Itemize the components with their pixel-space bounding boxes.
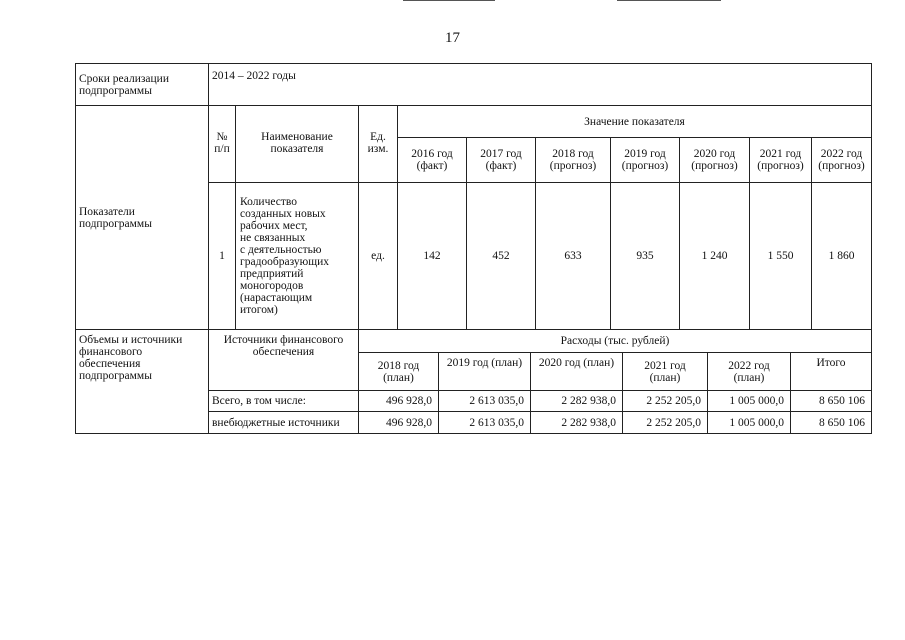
terms-label: Сроки реализации подпрограммы	[79, 72, 169, 97]
finance-year-header: 2020 год (план)	[538, 357, 615, 369]
page-number: 17	[445, 30, 460, 46]
indicators-label: Показатели подпрограммы	[79, 206, 152, 230]
indicator-year-header: 2016 год (факт)	[411, 148, 453, 172]
table-border	[871, 63, 872, 433]
finance-row-total-label: Всего, в том числе:	[212, 395, 306, 407]
indicator-value-header: Значение показателя	[584, 115, 685, 128]
indicator-value: 1 550	[767, 250, 794, 262]
finance-total-value: 496 928,0	[386, 395, 432, 407]
finance-expenses-header: Расходы (тыс. рублей)	[560, 335, 670, 347]
column-unit-header: Ед. изм.	[367, 131, 389, 155]
indicator-year-header: 2017 год (факт)	[480, 148, 522, 172]
indicator-year-header: 2022 год (прогноз)	[818, 148, 865, 172]
indicator-row-unit: ед.	[371, 250, 385, 262]
header-rule-left	[403, 0, 495, 1]
indicator-value: 452	[492, 250, 510, 262]
column-name-header: Наименование показателя	[261, 131, 333, 155]
indicator-value: 1 860	[828, 250, 855, 262]
finance-year-header: 2018 год (план)	[377, 359, 420, 384]
finance-extrabudget-value: 2 252 205,0	[646, 416, 701, 429]
finance-extrabudget-value: 2 613 035,0	[469, 416, 524, 429]
finance-extrabudget-value: 496 928,0	[386, 416, 432, 429]
column-number-header: № п/п	[214, 131, 230, 155]
finance-row-extrabudget-label: внебюджетные источники	[212, 416, 340, 429]
indicator-value: 1 240	[701, 250, 728, 262]
finance-total-value: 8 650 106	[819, 395, 865, 407]
header-rule-right	[617, 0, 721, 1]
finance-year-header: 2019 год (план)	[446, 357, 523, 369]
finance-sources-header: Источники финансового обеспечения	[223, 334, 344, 358]
finance-year-header: 2021 год (план)	[644, 359, 686, 384]
indicator-value: 142	[423, 250, 441, 262]
indicator-year-header: 2019 год (прогноз)	[621, 148, 669, 172]
finance-total-value: 1 005 000,0	[729, 395, 784, 407]
finance-year-header: Итого	[816, 357, 846, 369]
finance-extrabudget-value: 2 282 938,0	[561, 416, 616, 429]
finance-extrabudget-value: 1 005 000,0	[729, 416, 784, 429]
indicator-value: 633	[564, 250, 582, 262]
indicator-value: 935	[636, 250, 654, 262]
indicator-row-name: Количество созданных новых рабочих мест, не связанных с деятельностью градообразующих предприятий моногородов (нарастающим итогом)	[240, 196, 330, 316]
finance-label: Объемы и источники финансового обеспечения подпрограммы	[79, 334, 183, 382]
finance-total-value: 2 252 205,0	[646, 395, 701, 407]
indicator-year-header: 2018 год (прогноз)	[549, 148, 597, 172]
indicator-row-number: 1	[219, 250, 225, 262]
finance-extrabudget-value: 8 650 106	[819, 416, 865, 429]
indicator-year-header: 2021 год (прогноз)	[757, 148, 804, 172]
table-border	[75, 433, 872, 434]
finance-year-header: 2022 год (план)	[728, 359, 770, 384]
terms-value: 2014 – 2022 годы	[212, 70, 296, 82]
finance-total-value: 2 282 938,0	[561, 395, 616, 407]
finance-total-value: 2 613 035,0	[469, 395, 524, 407]
indicator-year-header: 2020 год (прогноз)	[691, 148, 738, 172]
